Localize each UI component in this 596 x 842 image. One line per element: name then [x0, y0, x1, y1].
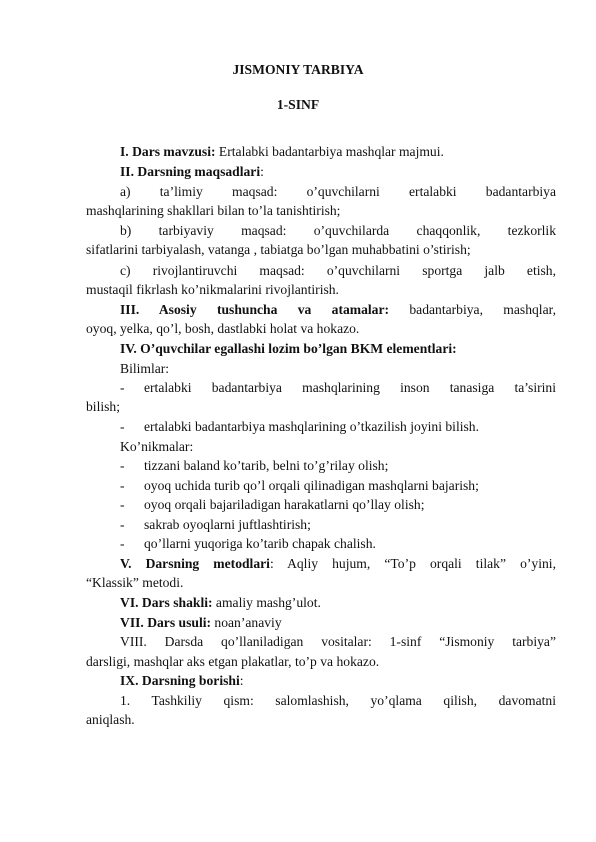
lesson-topic [120, 143, 556, 160]
knowledge-item-1-text: ertalabki badantarbiya mashqlarining inson tanasiga ta’sirini [144, 380, 556, 395]
key-terms-text: badantarbiya, mashqlar, [389, 302, 556, 317]
objective-c-line1: c) rivojlantiruvchi maqsad: o’quvchilarni sportga jalb etish, [120, 263, 556, 278]
objectives-heading [120, 163, 556, 180]
skill-item-3-text: oyoq orqali bajariladigan harakatlarni qo’llay olish; [144, 497, 425, 512]
knowledge-item-2 [120, 418, 556, 435]
dash-bullet: - [120, 478, 125, 493]
dash-bullet: - [120, 497, 125, 512]
methods-line2: “Klassik” metodi. [86, 575, 184, 590]
knowledge-item-1-line1 [120, 379, 556, 396]
dash-bullet: - [120, 536, 125, 551]
lesson-flow-label: IX. Darsning borishi [120, 673, 240, 688]
lesson-topic-text: Ertalabki badantarbiya mashqlar majmui. [215, 144, 444, 159]
knowledge-item-2-text: ertalabki badantarbiya mashqlarining o’tkazilish joyini bilish. [144, 419, 479, 434]
knowledge-item-1-line2: bilish; [86, 399, 120, 414]
dash-bullet: - [120, 380, 125, 395]
grade-heading: 1-SINF [276, 97, 320, 112]
objective-b-line2: sifatlarini tarbiyalash, vatanga , tabiatga bo’lgan muhabbatini o’stirish; [86, 242, 471, 257]
document-title: JISMONIY TARBIYA [232, 62, 364, 77]
objectives-label: II. Darsning maqsadlari [120, 164, 261, 179]
lesson-method-label: VII. Dars usuli: [120, 615, 212, 630]
lesson-flow-colon: : [239, 673, 244, 688]
skill-item-4 [120, 516, 556, 533]
knowledge-heading: Bilimlar: [120, 361, 170, 376]
objective-a-line2: mashqlarining shakllari bilan to’la tanishtirish; [86, 203, 341, 218]
objectives-colon: : [260, 164, 264, 179]
objective-a-line1: a) ta’limiy maqsad: o’quvchilarni ertalabki badantarbiya [120, 184, 556, 199]
dash-bullet: - [120, 458, 125, 473]
tools-line2: darsligi, mashqlar aks etgan plakatlar, to’p va hokazo. [86, 654, 380, 669]
lesson-flow-heading [120, 672, 556, 689]
lesson-form-text: amaliy mashg’ulot. [212, 595, 321, 610]
skill-item-4-text: sakrab oyoqlarni juftlashtirish; [144, 517, 311, 532]
lesson-method [120, 614, 556, 631]
organizational-part-line2: aniqlash. [86, 712, 135, 727]
organizational-part-line1: 1. Tashkiliy qism: salomlashish, yo’qlama qilish, davomatni [120, 693, 556, 708]
dash-bullet: - [120, 517, 125, 532]
objective-b-line1: b) tarbiyaviy maqsad: o’quvchilarda chaqqonlik, tezkorlik [120, 223, 556, 238]
methods-line1 [120, 555, 556, 572]
skills-heading: Ko’nikmalar: [120, 439, 194, 454]
dash-bullet: - [120, 419, 125, 434]
lesson-topic-label: I. Dars mavzusi: [120, 144, 216, 159]
skill-item-2-text: oyoq uchida turib qo’l orqali qilinadigan mashqlarni bajarish; [144, 478, 479, 493]
key-terms-line2: oyoq, yelka, qo’l, bosh, dastlabki holat va hokazo. [86, 321, 360, 336]
lesson-form-label: VI. Dars shakli: [120, 595, 213, 610]
skill-item-5-text: qo’llarni yuqoriga ko’tarib chapak chalish. [144, 536, 376, 551]
skill-item-5 [120, 535, 556, 552]
lesson-method-text: noan’anaviy [211, 615, 282, 630]
objective-c-line2: mustaqil fikrlash ko’nikmalarini rivojlantirish. [86, 282, 339, 297]
skill-item-3 [120, 496, 556, 513]
key-terms-line1 [120, 301, 556, 318]
key-terms-label: III. Asosiy tushuncha va atamalar: [120, 302, 390, 317]
methods-text: : Aqliy hujum, “To’p orqali tilak” o’yini, [269, 556, 556, 571]
tools-line1: VIII. Darsda qo’llaniladigan vositalar: 1-sinf “Jismoniy tarbiya” [120, 634, 556, 649]
skill-item-1 [120, 457, 556, 474]
skill-item-1-text: tizzani baland ko’tarib, belni to’g’rilay olish; [144, 458, 389, 473]
bkm-heading: IV. O’quvchilar egallashi lozim bo’lgan BKM elementlari: [120, 341, 457, 356]
methods-label: V. Darsning metodlari [120, 556, 270, 571]
skill-item-2 [120, 477, 556, 494]
lesson-form [120, 594, 556, 611]
